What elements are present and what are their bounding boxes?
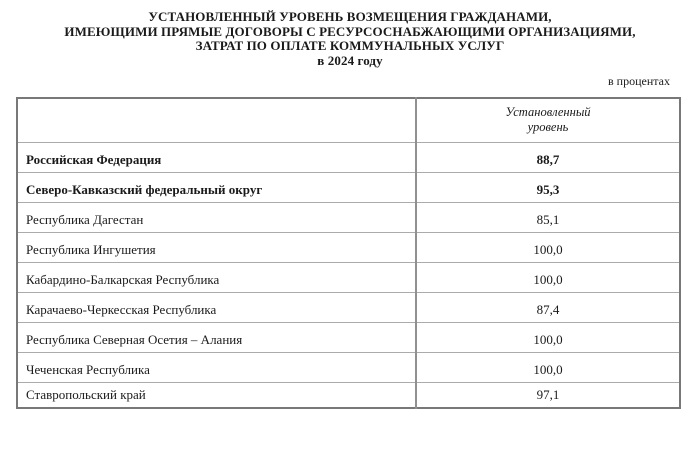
region-cell: Республика Дагестан (17, 202, 416, 232)
table-header-row (17, 98, 680, 142)
table-row (17, 232, 680, 262)
value-cell: 87,4 (416, 292, 680, 322)
value-header-cell (416, 98, 680, 142)
document-title (0, 0, 700, 68)
region-cell: Северо-Кавказский федеральный округ (17, 172, 416, 202)
value-header-line-2: уровень (527, 120, 569, 135)
value-cell: 95,3 (416, 172, 680, 202)
table-row (17, 142, 680, 172)
title-line-1: УСТАНОВЛЕННЫЙ УРОВЕНЬ ВОЗМЕЩЕНИЯ ГРАЖДАНАМИ, (148, 9, 552, 24)
title-line-2: ИМЕЮЩИМИ ПРЯМЫЕ ДОГОВОРЫ С РЕСУРСОСНАБЖАЮЩИМИ ОРГАНИЗАЦИЯМИ, (64, 23, 636, 39)
region-cell: Кабардино-Балкарская Республика (17, 262, 416, 292)
region-cell: Чеченская Республика (17, 352, 416, 382)
value-header-line-1: Установленный (505, 105, 591, 120)
title-line-3: ЗАТРАТ ПО ОПЛАТЕ КОММУНАЛЬНЫХ УСЛУГ (195, 38, 505, 53)
table-body (17, 142, 680, 408)
units-note: в процентах (608, 74, 670, 88)
value-cell: 100,0 (416, 322, 680, 352)
value-cell: 100,0 (416, 352, 680, 382)
region-header-cell (17, 98, 416, 142)
table-row (17, 172, 680, 202)
table-row (17, 352, 680, 382)
table-row (17, 322, 680, 352)
value-cell: 85,1 (416, 202, 680, 232)
table-row (17, 202, 680, 232)
region-cell: Республика Северная Осетия – Алания (17, 322, 416, 352)
value-cell: 100,0 (416, 232, 680, 262)
value-cell: 100,0 (416, 262, 680, 292)
value-cell: 97,1 (416, 382, 680, 408)
region-cell: Российская Федерация (17, 142, 416, 172)
region-cell: Карачаево-Черкесская Республика (17, 292, 416, 322)
title-line-4: в 2024 году (317, 52, 383, 68)
value-cell: 88,7 (416, 142, 680, 172)
region-cell: Республика Ингушетия (17, 232, 416, 262)
data-table (16, 97, 681, 409)
table-row (17, 262, 680, 292)
table-row (17, 382, 680, 408)
table-row (17, 292, 680, 322)
region-cell: Ставропольский край (17, 382, 416, 408)
